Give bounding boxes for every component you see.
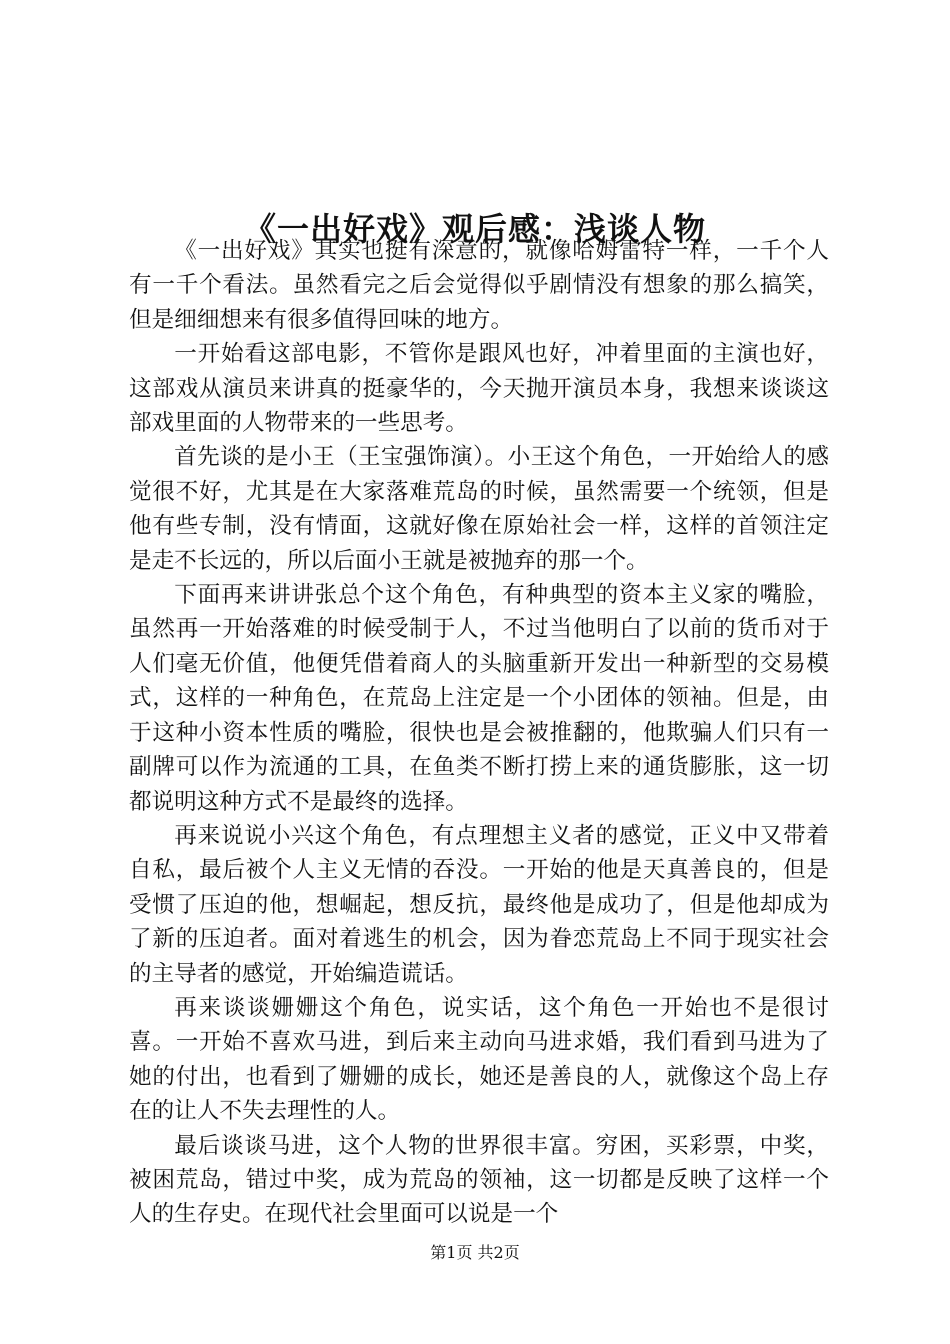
document-body <box>129 234 829 1232</box>
paragraph: 最后谈谈马进，这个人物的世界很丰富。穷困，买彩票，中奖，被困荒岛，错过中奖，成为荒岛的领袖，这一切都是反映了这样一个人的生存史。在现代社会里面可以说是一个 <box>129 1132 829 1228</box>
paragraph: 下面再来讲讲张总个这个角色，有种典型的资本主义家的嘴脸，虽然再一开始落难的时候受制于人，不过当他明白了以前的货币对于人们毫无价值，他便凭借着商人的头脑重新开发出一种新型的交易模式，这样的一种角色，在荒岛上注定是一个小团体的领袖。但是，由于这种小资本性质的嘴脸，很快也是会被推翻的，他欺骗人们只有一副牌可以作为流通的工具，在鱼类不断打捞上来的通货膨胀，这一切都说明这种方式不是最终的选择。 <box>129 582 829 815</box>
paragraph: 一开始看这部电影，不管你是跟风也好，冲着里面的主演也好，这部戏从演员来讲真的挺豪华的，今天抛开演员本身，我想来谈谈这部戏里面的人物带来的一些思考。 <box>129 341 829 437</box>
paragraph: 再来谈谈姗姗这个角色，说实话，这个角色一开始也不是很讨喜。一开始不喜欢马进，到后来主动向马进求婚，我们看到马进为了她的付出，也看到了姗姗的成长，她还是善良的人，就像这个岛上存在的让人不失去理性的人。 <box>129 994 829 1125</box>
document-title: 《一出好戏》观后感：浅谈人物 <box>243 210 706 249</box>
paragraph: 首先谈的是小王（王宝强饰演）。小王这个角色，一开始给人的感觉很不好，尤其是在大家落难荒岛的时候，虽然需要一个统领，但是他有些专制，没有情面，这就好像在原始社会一样，这样的首领注定是走不长远的，所以后面小王就是被抛弃的那一个。 <box>129 444 829 574</box>
page-number-footer: 第1页 共2页 <box>430 1243 520 1262</box>
paragraph: 《一出好戏》其实也挺有深意的，就像哈姆雷特一样，一千个人有一千个看法。虽然看完之后会觉得似乎剧情没有想象的那么搞笑，但是细细想来有很多值得回味的地方。 <box>129 238 829 333</box>
paragraph: 再来说说小兴这个角色，有点理想主义者的感觉，正义中又带着自私，最后被个人主义无情的吞没。一开始的他是天真善良的，但是受惯了压迫的他，想崛起，想反抗，最终他是成功了，但是他却成为了新的压迫者。面对着逃生的机会，因为眷恋荒岛上不同于现实社会的主导者的感觉，开始编造谎话。 <box>129 822 829 987</box>
